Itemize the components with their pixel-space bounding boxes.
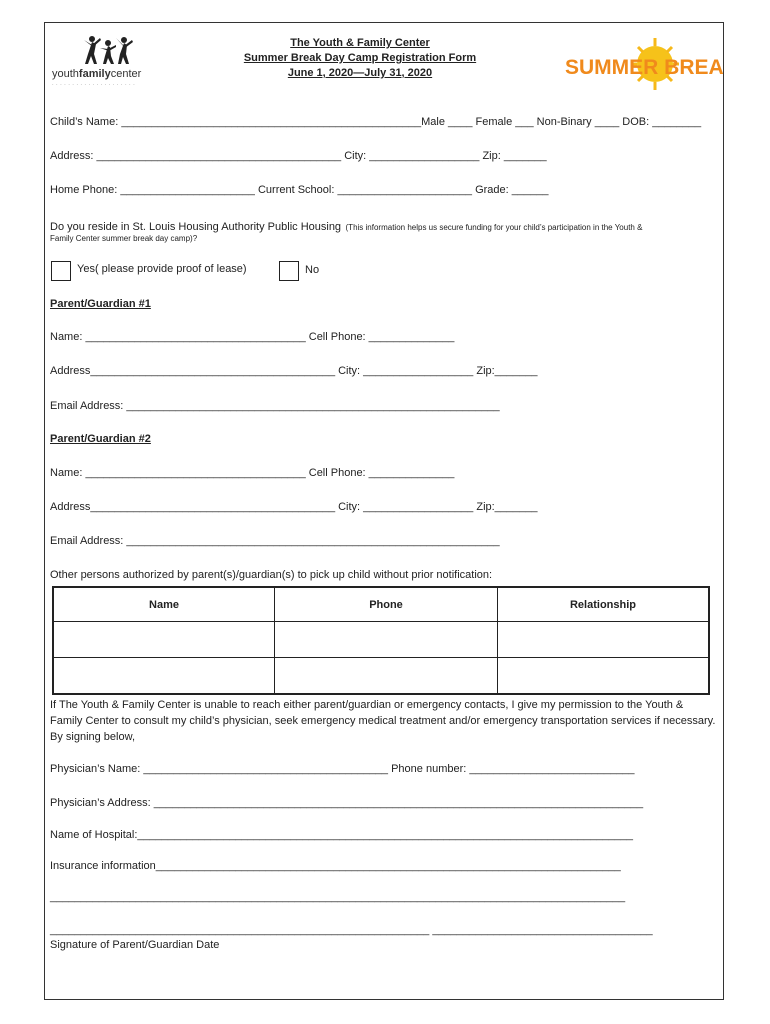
col-phone-header: Phone bbox=[275, 587, 498, 622]
table-row bbox=[53, 622, 709, 658]
guardian2-name-line[interactable]: Name: ____________________________________ Cell Phone: ______________ bbox=[50, 467, 455, 479]
physician-address-line[interactable]: Physician’s Address: ________________________________________________________________________________ bbox=[50, 797, 644, 809]
guardian2-heading: Parent/Guardian #2 bbox=[50, 433, 151, 445]
physician-name-line[interactable]: Physician’s Name: ________________________________________ Phone number: ___________________________ bbox=[50, 763, 635, 775]
yes-label: Yes( please provide proof of lease) bbox=[77, 263, 247, 275]
pickup-relationship-cell[interactable] bbox=[498, 658, 710, 695]
table-row bbox=[53, 658, 709, 695]
form-title: Summer Break Day Camp Registration Form bbox=[243, 52, 477, 64]
summer-break-logo bbox=[565, 36, 725, 94]
form-header bbox=[230, 36, 490, 81]
signature-line[interactable]: ______________________________________________________________ ____________________________________ bbox=[50, 924, 653, 936]
guardian1-email-line[interactable]: Email Address: _____________________________________________________________ bbox=[50, 400, 500, 412]
col-relationship-header: Relationship bbox=[498, 587, 710, 622]
col-name-header: Name bbox=[53, 587, 275, 622]
pickup-table bbox=[52, 586, 710, 695]
logo-wordmark: youthfamilycenter bbox=[52, 68, 142, 80]
guardian2-email-line[interactable]: Email Address: _____________________________________________________________ bbox=[50, 535, 500, 547]
insurance-continued-line[interactable]: ______________________________________________________________________________________________ bbox=[50, 891, 626, 903]
hospital-line[interactable]: Name of Hospital:_________________________________________________________________________________ bbox=[50, 829, 633, 841]
pickup-phone-cell[interactable] bbox=[275, 622, 498, 658]
table-header-row bbox=[53, 587, 709, 622]
no-checkbox[interactable] bbox=[279, 261, 299, 281]
pickup-relationship-cell[interactable] bbox=[498, 622, 710, 658]
guardian1-name-line[interactable]: Name: ____________________________________ Cell Phone: ______________ bbox=[50, 331, 455, 343]
pickup-name-cell[interactable] bbox=[53, 658, 275, 695]
yes-checkbox[interactable] bbox=[51, 261, 71, 281]
org-title: The Youth & Family Center bbox=[290, 37, 430, 49]
child-address-line[interactable]: Address: ________________________________________ City: __________________ Zip: _______ bbox=[50, 150, 547, 162]
housing-question-text: Do you reside in St. Louis Housing Authority Public Housing bbox=[50, 221, 342, 233]
guardian1-address-line[interactable]: Address________________________________________ City: __________________ Zip:_______ bbox=[50, 365, 538, 377]
form-dates: June 1, 2020—July 31, 2020 bbox=[287, 67, 433, 79]
consent-paragraph: If The Youth & Family Center is unable to reach either parent/guardian or emergency contacts, I give my permission to the Youth & Family Center to consult my child’s physician, seek emergency medical treatment and/or emergency transportation services if necessary. By signing below, bbox=[50, 699, 716, 743]
pickup-label: Other persons authorized by parent(s)/guardian(s) to pick up child without prior notification: bbox=[50, 569, 493, 581]
insurance-line[interactable]: Insurance information____________________________________________________________________________ bbox=[50, 860, 621, 872]
child-phone-line[interactable]: Home Phone: ______________________ Current School: ______________________ Grade: ______ bbox=[50, 184, 549, 196]
no-label: No bbox=[305, 264, 320, 276]
svg-text:SUMMER BREAK: SUMMER BREAK bbox=[565, 56, 725, 79]
housing-note: (This information helps us secure funding for your child’s participation in the Youth & bbox=[345, 223, 643, 232]
youth-family-center-logo bbox=[52, 34, 162, 92]
logo-tagline: · · · · · · · · · · · · · · · · · · · · · bbox=[52, 82, 136, 88]
pickup-phone-cell[interactable] bbox=[275, 658, 498, 695]
guardian1-heading: Parent/Guardian #1 bbox=[50, 298, 151, 310]
pickup-name-cell[interactable] bbox=[53, 622, 275, 658]
signature-label: Signature of Parent/Guardian Date bbox=[50, 939, 220, 951]
child-name-line[interactable]: Child’s Name: _________________________________________________Male ____ Female ___ Non-Binary ____ DOB: ________ bbox=[50, 116, 702, 128]
children-figures-icon bbox=[80, 34, 140, 68]
housing-note-continued: Family Center summer break day camp)? bbox=[50, 234, 198, 243]
housing-question bbox=[50, 217, 642, 235]
guardian2-address-line[interactable]: Address________________________________________ City: __________________ Zip:_______ bbox=[50, 501, 538, 513]
